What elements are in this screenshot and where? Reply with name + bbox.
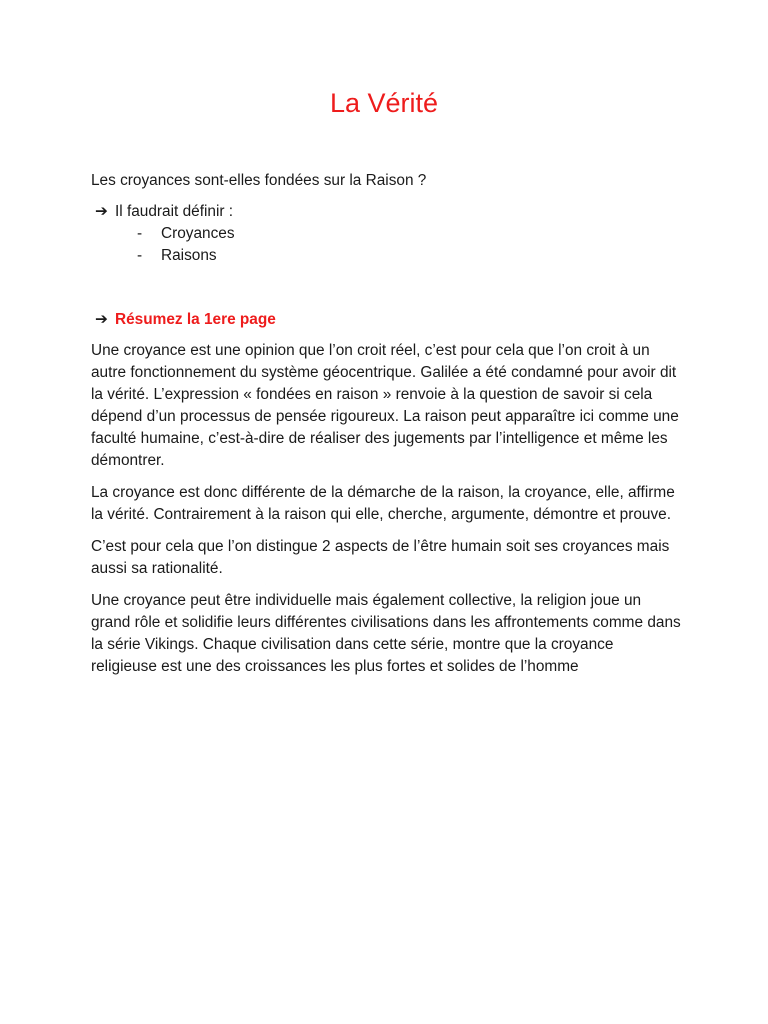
document-body	[91, 170, 681, 688]
list-dash: -	[137, 247, 143, 264]
define-list	[91, 223, 681, 267]
list-item-label: Croyances	[161, 225, 235, 242]
main-question: Les croyances sont-elles fondées sur la Raison ?	[91, 172, 427, 189]
paragraph: Une croyance est une opinion que l’on croit réel, c’est pour cela que l’on croit à un autre fonctionnement du système géocentrique. Galilée a été condamné pour avoir dit la vérité. L’expression « fondées en raison » renvoie à la question de savoir si cela dépend d’un processus de pensée rigoureux. La raison peut apparaître ici comme une faculté humaine, c’est-à-dire de réaliser des jugements par l’intelligence et même les démontrer.	[91, 342, 679, 469]
define-line	[91, 201, 681, 223]
summary-heading	[91, 309, 681, 331]
paragraph: Une croyance peut être individuelle mais également collective, la religion joue un grand rôle et solidifie leurs différentes civilisations dans les affrontements comme dans la série Vikings. Chaque civilisation dans cette série, montre que la croyance religieuse est une des croissances les plus fortes et solides de l’homme	[91, 592, 681, 675]
document-title: La Vérité	[329, 88, 439, 118]
define-text: Il faudrait définir :	[115, 203, 234, 220]
list-item-label: Raisons	[161, 247, 217, 264]
list-dash: -	[137, 225, 143, 242]
list-item	[91, 245, 681, 267]
paragraph: La croyance est donc différente de la démarche de la raison, la croyance, elle, affirme la vérité. Contrairement à la raison qui elle, cherche, argumente, démontre et prouve.	[91, 484, 675, 523]
summary-heading-text: Résumez la 1ere page	[115, 311, 276, 328]
arrow-right-icon: ➔	[95, 203, 108, 220]
list-item	[91, 223, 681, 245]
arrow-right-icon: ➔	[95, 311, 108, 328]
paragraph: C’est pour cela que l’on distingue 2 aspects de l’être humain soit ses croyances mais aussi sa rationalité.	[91, 538, 670, 577]
